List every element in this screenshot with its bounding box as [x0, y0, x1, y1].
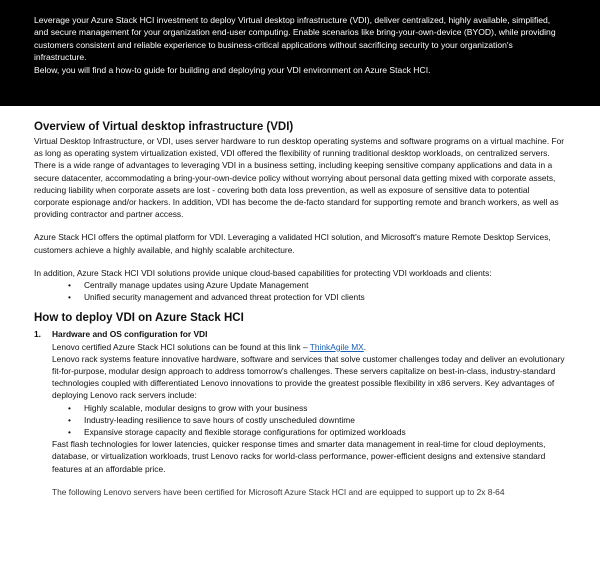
- list-item: • Expansive storage capacity and flexible storage configurations for optimized workloads: [68, 426, 566, 438]
- intro-banner: [0, 0, 600, 106]
- overview-bullet-list: [34, 279, 566, 303]
- list-item: • Industry-leading resilience to save hours of costly unscheduled downtime: [68, 414, 566, 426]
- certified-end: .: [363, 341, 367, 352]
- rack-paragraph: Lenovo rack systems feature innovative hardware, software and services that solve customer challenges today and deliver an evolutionary fit-for-purpose, modular design approach to address tomorrow's challenges. These servers capitalize on best-in-class, industry-standard technologies coupled with differentiated Lenovo innovations to provide the greatest possible flexibility in x86 servers. Key advantages of deploying Lenovo rack servers include:: [52, 353, 565, 401]
- howto-heading: How to deploy VDI on Azure Stack HCI: [34, 312, 244, 325]
- flash-paragraph: Fast flash technologies for lower latencies, quicker response times and smarter data management in real-time for cloud deployments, database, or virtualization workloads, trust Lenovo racks for world-class performance, power-efficient designs and extensive standard features at an affordable price.: [52, 439, 546, 474]
- certified-text: Lenovo certified Azure Stack HCI solutions can be found at this link –: [52, 341, 310, 352]
- document-body: [0, 106, 600, 498]
- step-title: [34, 328, 566, 340]
- rack-bullet-list: [52, 402, 566, 439]
- overview-paragraph-3: In addition, Azure Stack HCI VDI solutions provide unique cloud-based capabilities for protecting VDI workloads and clients:: [34, 267, 492, 278]
- banner-guide-line: Below, you will find a how-to guide for building and deploying your VDI environment on Azure Stack HCI.: [34, 64, 431, 75]
- list-item: • Unified security management and advanced threat protection for VDI clients: [68, 291, 566, 303]
- step-number: 1.: [34, 329, 41, 340]
- banner-paragraph: Leverage your Azure Stack HCI investment to deploy Virtual desktop infrastructure (VDI), deliver centralized, highly available, simplified, and secure management for your organization end-user computing. Enable scenarios like bring-your-own-device (BYOD), while providing customers consistent and reliable experience to business-critical applications without sacrificing security to your organization's infrastructure.: [34, 15, 556, 63]
- step-1: [34, 328, 566, 498]
- list-item: • Centrally manage updates using Azure Update Management: [68, 279, 566, 291]
- overview-heading: Overview of Virtual desktop infrastructure (VDI): [34, 121, 294, 133]
- thinkagile-mx-link[interactable]: ThinkAgile MX: [309, 341, 364, 352]
- servers-paragraph: The following Lenovo servers have been certified for Microsoft Azure Stack HCI and are equipped to support up to 2x 8-64: [52, 486, 505, 497]
- step-title-text: Hardware and OS configuration for VDI: [52, 329, 208, 340]
- certified-line: [52, 341, 566, 353]
- overview-paragraph-1: Virtual Desktop Infrastructure, or VDI, uses server hardware to run desktop operating systems and software programs on a virtual machine. For as long as operating system virtualization existed, VDI offered the flexibility of running traditional desktop workloads, on centralized servers. There is a wide range of advantages to leveraging VDI in a business setting, including keeping sensitive company applications and data in a secure datacenter, accommodating a bring-your-own-device policy without worrying about personal data getting mixed with corporate assets, reducing liability when corporate assets are lost - covering both data loss prevention, as well as exposure of sensitive data to potential corporate espionage and/or hackers. In addition, VDI has become the de-facto standard for supporting remote and branch workers, as well as providing contractor and partner access.: [34, 136, 565, 220]
- overview-paragraph-2: Azure Stack HCI offers the optimal platform for VDI. Leveraging a validated HCI solution, and Microsoft's mature Remote Desktop Services, customers achieve a highly available, and highly scalable architecture.: [34, 232, 551, 255]
- list-item: • Highly scalable, modular designs to grow with your business: [68, 402, 566, 414]
